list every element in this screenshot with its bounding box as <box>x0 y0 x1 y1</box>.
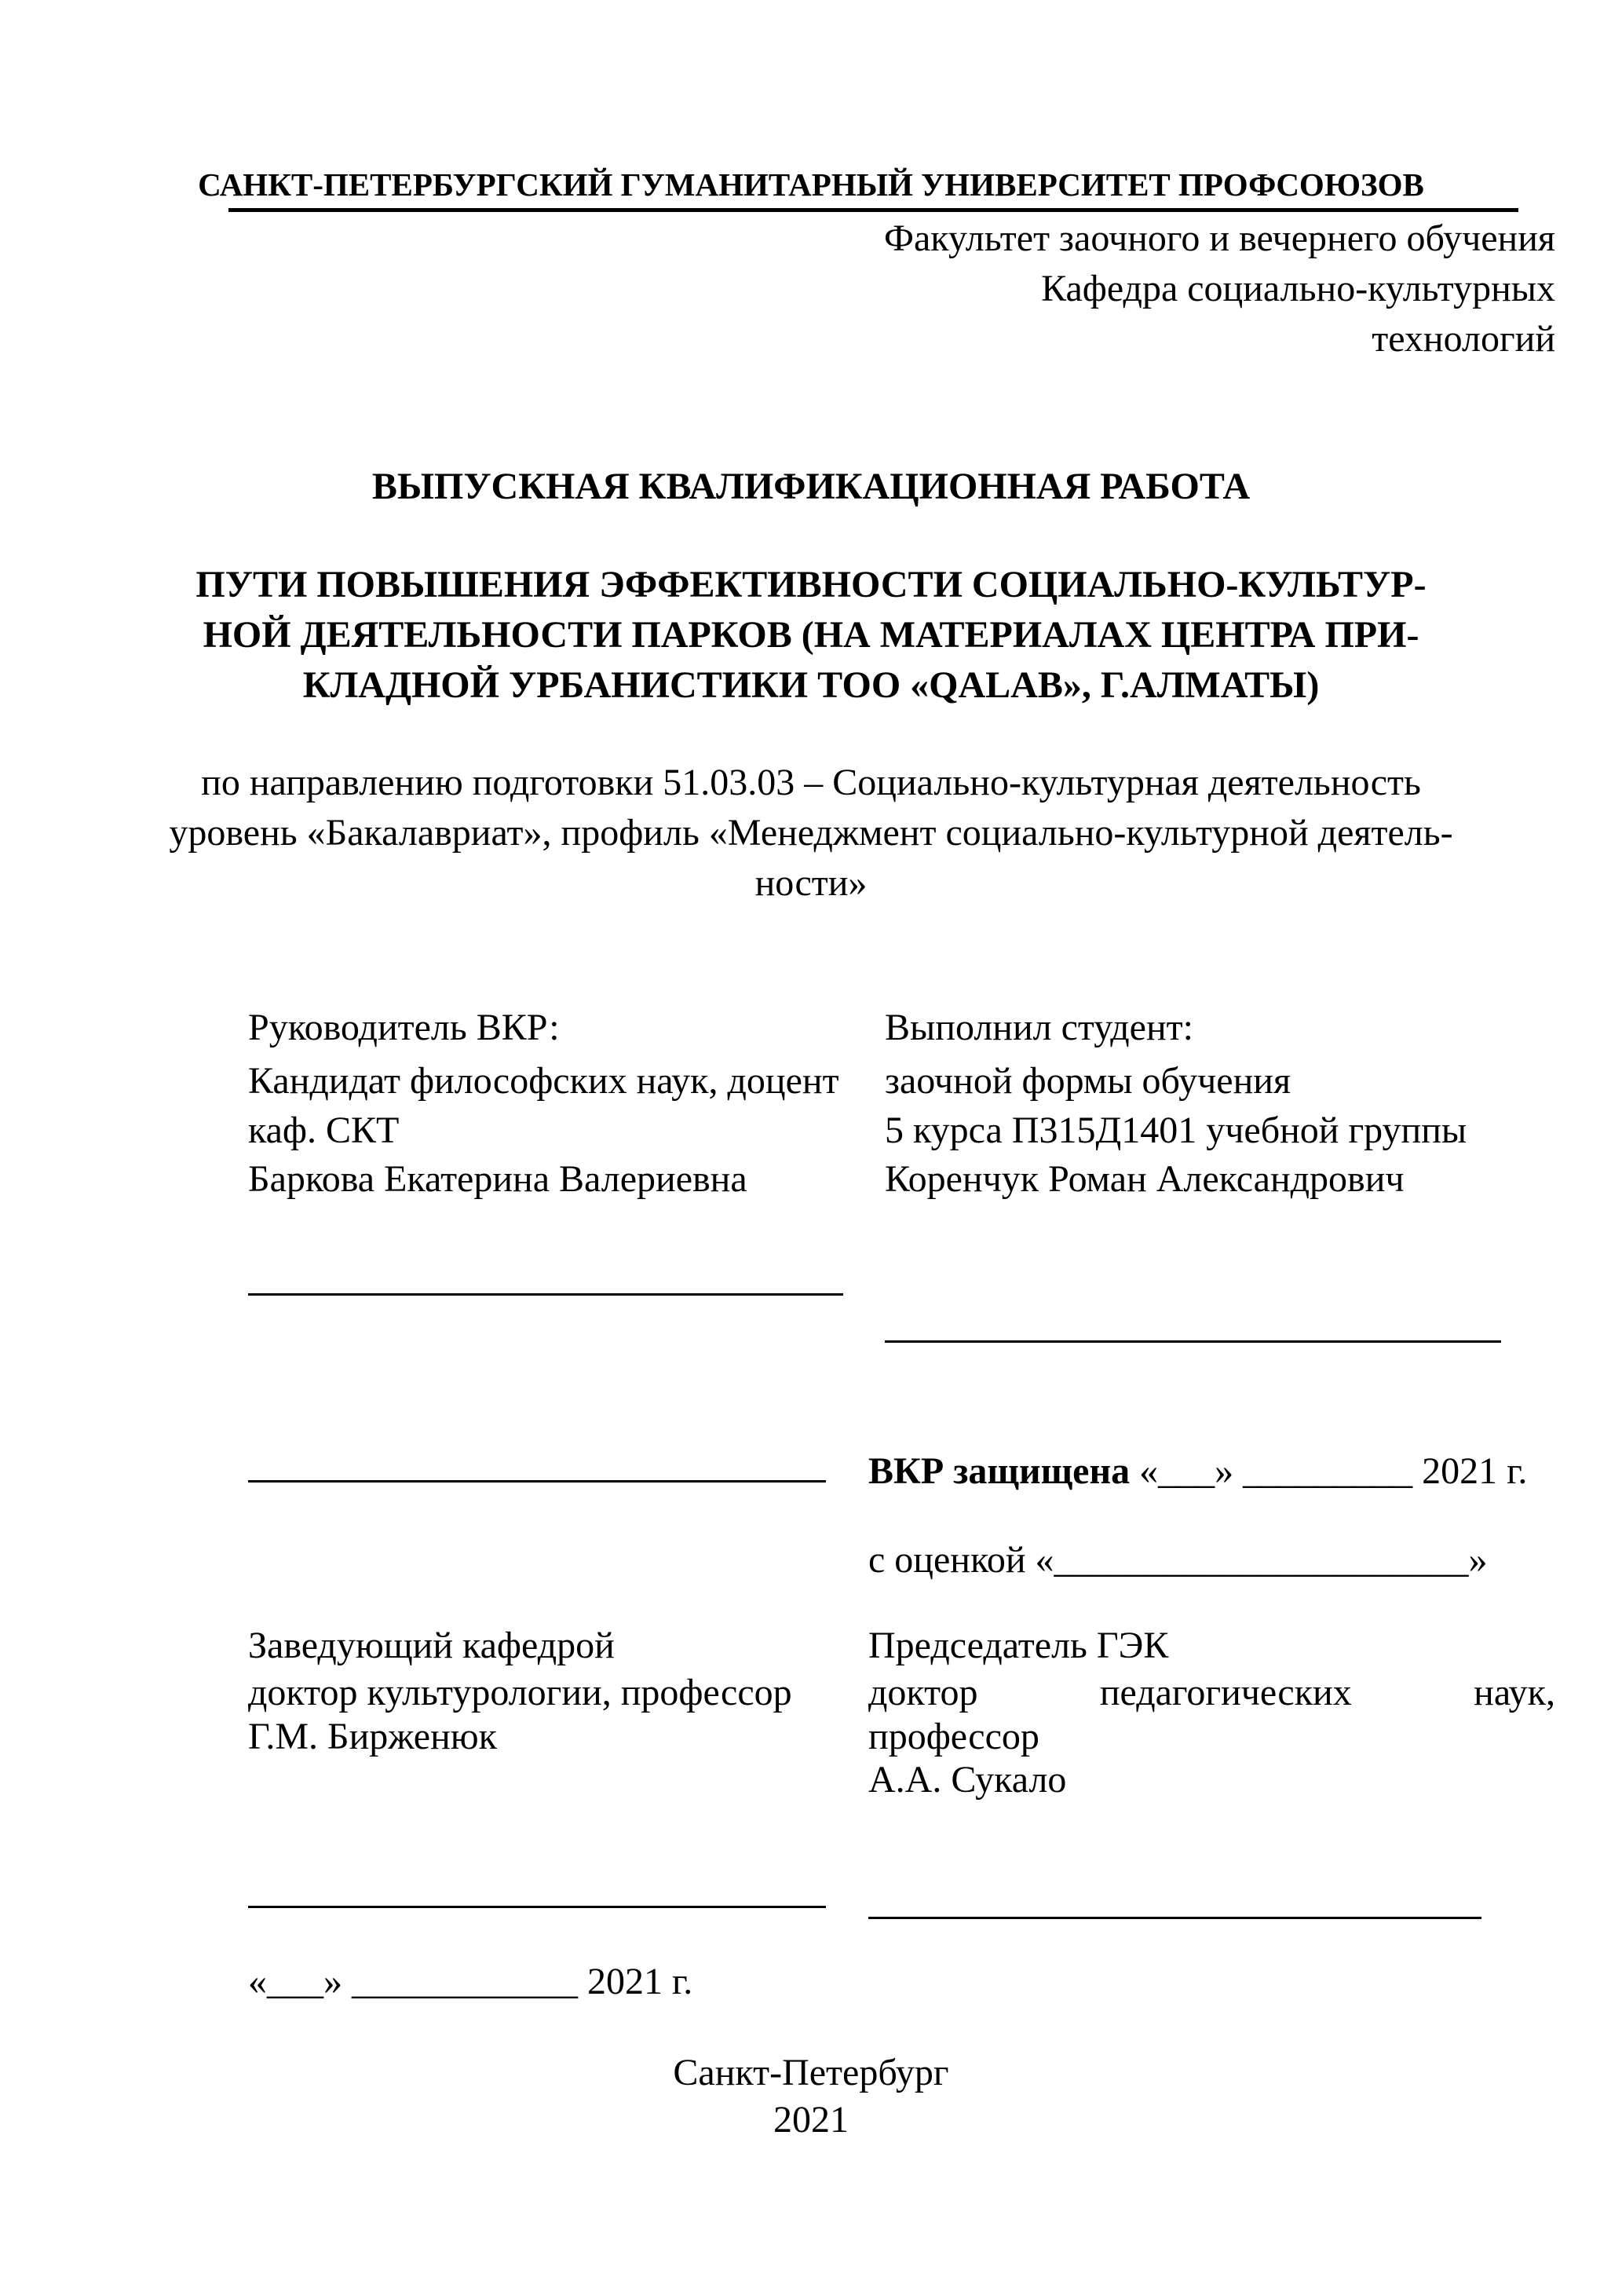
chairman-degree: доктор педагогических наук, <box>868 1672 1555 1713</box>
student-label: Выполнил студент: <box>885 1007 1193 1048</box>
supervisor-signature-line <box>248 1293 843 1296</box>
header-rule <box>228 208 1518 212</box>
student-form: заочной формы обучения <box>885 1060 1291 1102</box>
direction-line: ности» <box>754 862 868 904</box>
work-type: ВЫПУСКНАЯ КВАЛИФИКАЦИОННАЯ РАБОТА <box>371 466 1251 507</box>
signature-line <box>248 1480 826 1483</box>
university-name: САНКТ-ПЕТЕРБУРГСКИЙ ГУМАНИТАРНЫЙ УНИВЕРСИТЕТ ПРОФСОЮЗОВ <box>198 166 1424 203</box>
defense-label: ВКР защищена <box>868 1450 1131 1492</box>
supervisor-name: Баркова Екатерина Валериевна <box>248 1158 747 1200</box>
supervisor-label: Руководитель ВКР: <box>248 1007 560 1048</box>
department-line-1: Кафедра социально-культурных <box>1041 268 1555 309</box>
student-signature-line <box>885 1340 1501 1343</box>
chairman-title: профессор <box>868 1716 1039 1757</box>
faculty: Факультет заочного и вечернего обучения <box>884 218 1555 259</box>
direction-line: уровень «Бакалавриат», профиль «Менеджмент социально-культурной деятель- <box>169 812 1453 854</box>
chairman-label: Председатель ГЭК <box>868 1625 1169 1666</box>
student-name: Коренчук Роман Александрович <box>885 1158 1405 1200</box>
chairman-name: А.А. Сукало <box>868 1759 1067 1801</box>
direction-line: по направлению подготовки 51.03.03 – Социально-культурная деятельность <box>201 762 1421 803</box>
supervisor-degree: Кандидат философских наук, доцент <box>248 1060 839 1102</box>
supervisor-dept: каф. СКТ <box>248 1110 400 1151</box>
head-name: Г.М. Бирженюк <box>248 1716 497 1757</box>
chairman-signature-line <box>868 1917 1481 1919</box>
topic-line: КЛАДНОЙ УРБАНИСТИКИ ТОО «QALAB», Г.АЛМАТЫ) <box>302 664 1320 706</box>
head-degree: доктор культурологии, профессор <box>248 1672 792 1713</box>
date-blank: «___» ____________ 2021 г. <box>248 1961 693 2002</box>
student-group: 5 курса П315Д1401 учебной группы <box>885 1110 1467 1151</box>
head-label: Заведующий кафедрой <box>248 1625 615 1666</box>
department-line-2: технологий <box>1372 318 1555 360</box>
topic-line: НОЙ ДЕЯТЕЛЬНОСТИ ПАРКОВ (НА МАТЕРИАЛАХ ЦЕНТРА ПРИ- <box>203 614 1419 656</box>
head-signature-line <box>248 1906 826 1908</box>
city: Санкт-Петербург <box>673 2052 949 2093</box>
grade-line: с оценкой «______________________» <box>868 1539 1488 1581</box>
defense-line <box>868 1450 1527 1493</box>
topic-line: ПУТИ ПОВЫШЕНИЯ ЭФФЕКТИВНОСТИ СОЦИАЛЬНО-КУЛЬТУР- <box>195 564 1427 605</box>
year: 2021 <box>773 2099 849 2141</box>
defense-date-blank: «___» _________ 2021 г. <box>1130 1450 1528 1492</box>
